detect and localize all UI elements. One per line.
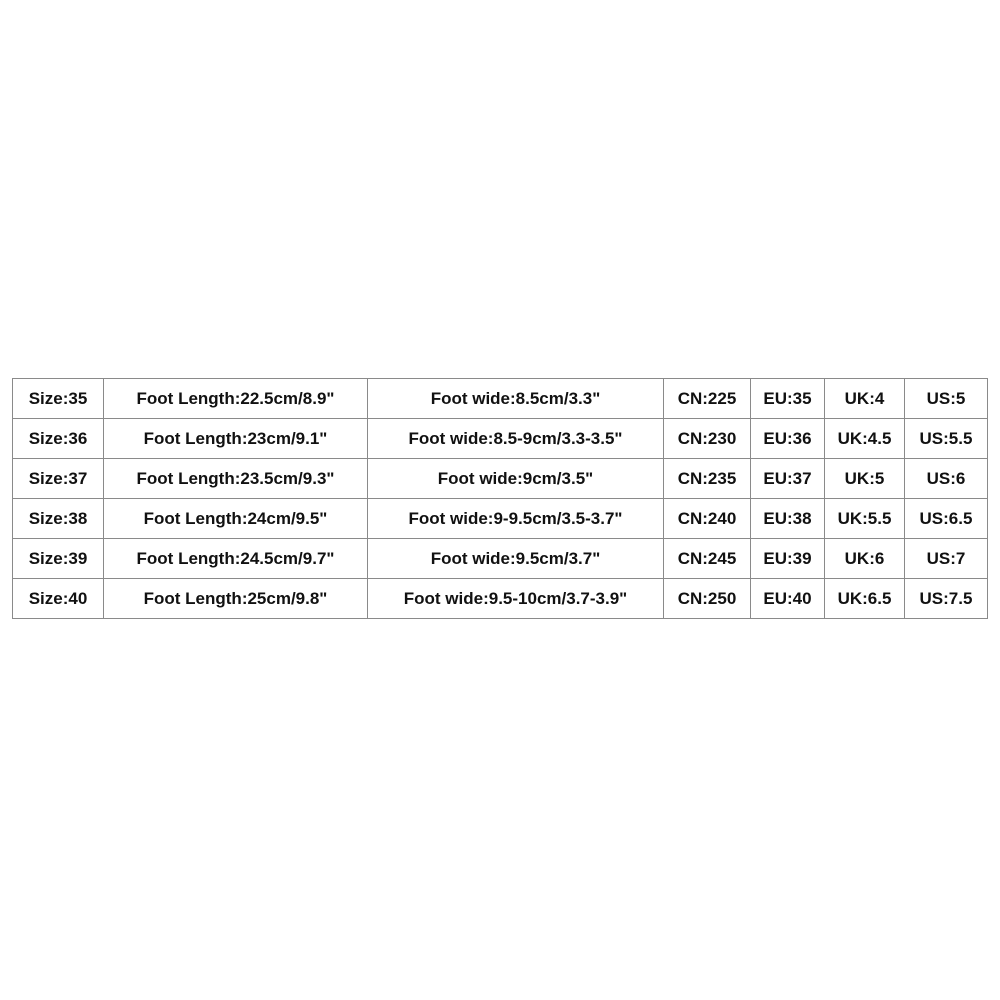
uk-size-cell: UK:5	[825, 459, 905, 499]
cn-size-cell: CN:245	[664, 539, 751, 579]
table-row	[13, 499, 988, 539]
foot-length-cell: Foot Length:24cm/9.5"	[104, 499, 368, 539]
foot-width-cell: Foot wide:9.5-10cm/3.7-3.9"	[368, 579, 664, 619]
uk-size-cell: UK:6.5	[825, 579, 905, 619]
us-size-cell: US:5	[905, 379, 988, 419]
foot-width-cell: Foot wide:8.5-9cm/3.3-3.5"	[368, 419, 664, 459]
eu-size-cell: EU:36	[751, 419, 825, 459]
size-cell: Size:40	[13, 579, 104, 619]
table-row	[13, 379, 988, 419]
eu-size-cell: EU:38	[751, 499, 825, 539]
foot-width-cell: Foot wide:8.5cm/3.3"	[368, 379, 664, 419]
cn-size-cell: CN:225	[664, 379, 751, 419]
size-cell: Size:39	[13, 539, 104, 579]
us-size-cell: US:5.5	[905, 419, 988, 459]
foot-length-cell: Foot Length:24.5cm/9.7"	[104, 539, 368, 579]
foot-width-cell: Foot wide:9-9.5cm/3.5-3.7"	[368, 499, 664, 539]
size-cell: Size:36	[13, 419, 104, 459]
eu-size-cell: EU:40	[751, 579, 825, 619]
us-size-cell: US:6.5	[905, 499, 988, 539]
cn-size-cell: CN:240	[664, 499, 751, 539]
size-chart-table	[12, 378, 988, 619]
foot-length-cell: Foot Length:22.5cm/8.9"	[104, 379, 368, 419]
uk-size-cell: UK:6	[825, 539, 905, 579]
us-size-cell: US:7	[905, 539, 988, 579]
cn-size-cell: CN:230	[664, 419, 751, 459]
foot-length-cell: Foot Length:23.5cm/9.3"	[104, 459, 368, 499]
eu-size-cell: EU:35	[751, 379, 825, 419]
table-row	[13, 539, 988, 579]
table-row	[13, 459, 988, 499]
cn-size-cell: CN:235	[664, 459, 751, 499]
foot-width-cell: Foot wide:9cm/3.5"	[368, 459, 664, 499]
foot-width-cell: Foot wide:9.5cm/3.7"	[368, 539, 664, 579]
us-size-cell: US:7.5	[905, 579, 988, 619]
uk-size-cell: UK:4	[825, 379, 905, 419]
cn-size-cell: CN:250	[664, 579, 751, 619]
uk-size-cell: UK:4.5	[825, 419, 905, 459]
foot-length-cell: Foot Length:23cm/9.1"	[104, 419, 368, 459]
foot-length-cell: Foot Length:25cm/9.8"	[104, 579, 368, 619]
size-cell: Size:38	[13, 499, 104, 539]
size-cell: Size:35	[13, 379, 104, 419]
uk-size-cell: UK:5.5	[825, 499, 905, 539]
size-cell: Size:37	[13, 459, 104, 499]
us-size-cell: US:6	[905, 459, 988, 499]
table-row	[13, 419, 988, 459]
eu-size-cell: EU:37	[751, 459, 825, 499]
table-row	[13, 579, 988, 619]
eu-size-cell: EU:39	[751, 539, 825, 579]
